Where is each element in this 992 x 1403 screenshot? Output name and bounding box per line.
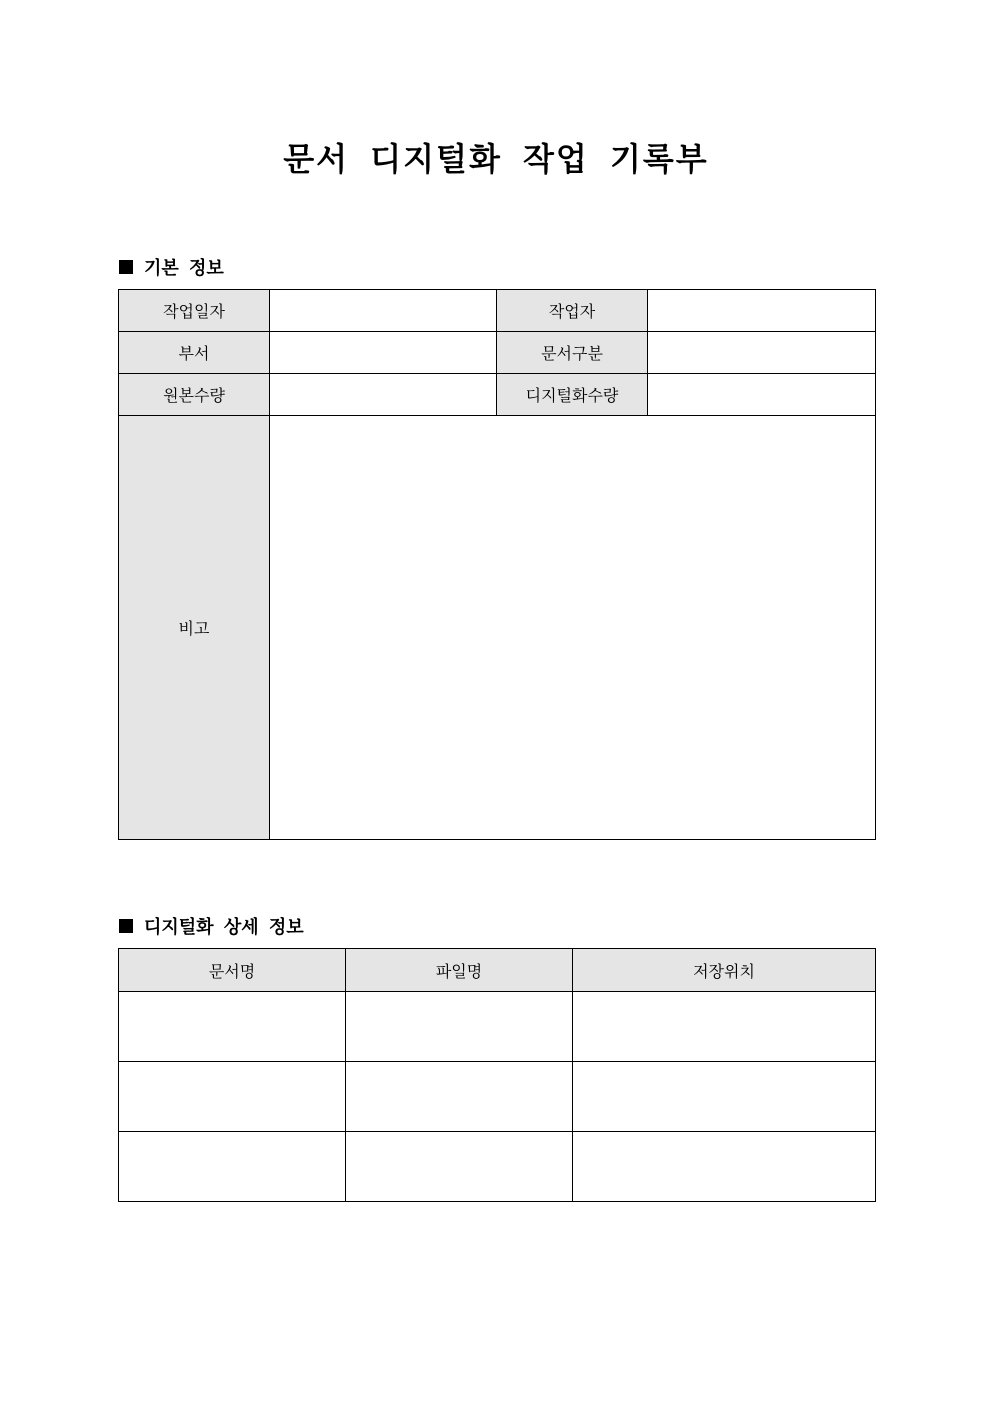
remarks-field[interactable] [270,416,876,840]
document-title: 문서 디지털화 작업 기록부 [283,140,709,178]
document-name-cell[interactable] [119,1062,346,1132]
basic-info-heading [119,254,224,280]
department-field[interactable] [270,332,497,374]
table-row [119,1132,876,1202]
table-row [119,290,876,332]
table-row [119,332,876,374]
detail-info-heading [119,913,304,939]
square-bullet-icon [119,919,133,933]
storage-location-cell[interactable] [573,1062,876,1132]
worker-label: 작업자 [497,290,648,332]
doc-type-label: 문서구분 [497,332,648,374]
detail-info-heading-text: 디지털화 상세 정보 [144,917,304,938]
detail-info-table [118,948,876,1202]
square-bullet-icon [119,260,133,274]
digitized-qty-field[interactable] [648,374,876,416]
table-row [119,1062,876,1132]
remarks-label: 비고 [119,416,270,840]
table-row [119,374,876,416]
file-name-cell[interactable] [346,992,573,1062]
storage-location-cell[interactable] [573,992,876,1062]
original-qty-label: 원본수량 [119,374,270,416]
column-header-document-name: 문서명 [119,949,346,992]
table-row [119,992,876,1062]
original-qty-field[interactable] [270,374,497,416]
storage-location-cell[interactable] [573,1132,876,1202]
department-label: 부서 [119,332,270,374]
column-header-file-name: 파일명 [346,949,573,992]
document-name-cell[interactable] [119,992,346,1062]
column-header-storage-location: 저장위치 [573,949,876,992]
table-header-row [119,949,876,992]
digitized-qty-label: 디지털화수량 [497,374,648,416]
file-name-cell[interactable] [346,1062,573,1132]
document-name-cell[interactable] [119,1132,346,1202]
doc-type-field[interactable] [648,332,876,374]
worker-field[interactable] [648,290,876,332]
basic-info-heading-text: 기본 정보 [144,258,224,279]
table-row [119,416,876,840]
file-name-cell[interactable] [346,1132,573,1202]
work-date-field[interactable] [270,290,497,332]
work-date-label: 작업일자 [119,290,270,332]
basic-info-table [118,289,876,840]
